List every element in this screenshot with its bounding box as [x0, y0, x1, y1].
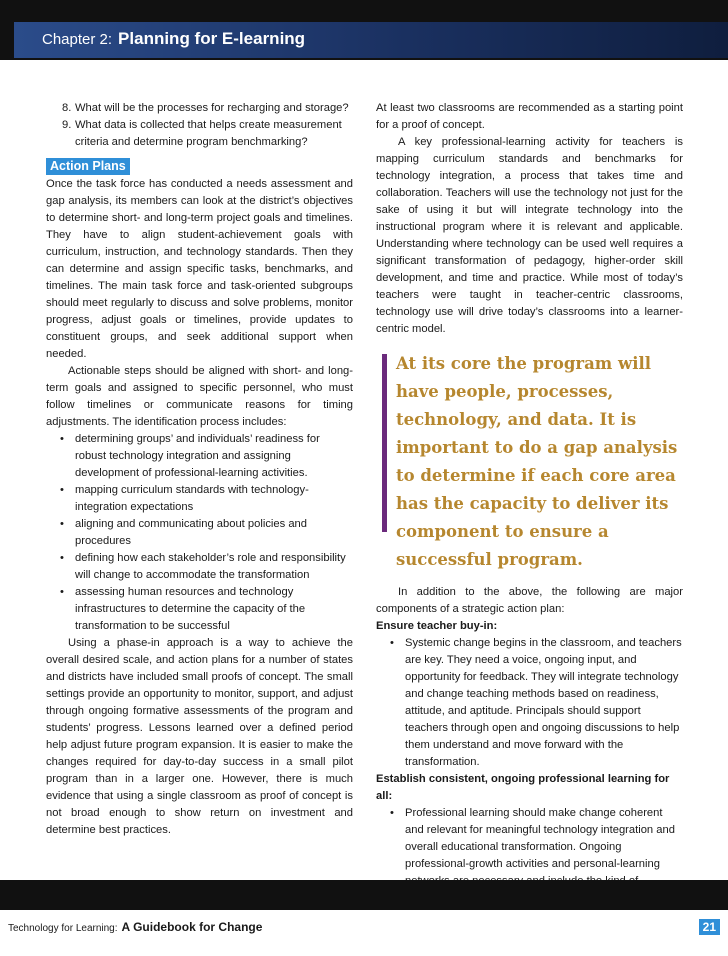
- list-item: [60, 584, 353, 635]
- list-item-text: determining groups’ and individuals’ readiness for robust technology integration and assigning development of professional-learning activities.: [75, 433, 320, 479]
- identification-process-list: [46, 431, 353, 635]
- list-item-text: aligning and communicating about policies and procedures: [75, 518, 307, 547]
- list-item: [390, 635, 683, 771]
- action-plans-heading: Action Plans: [46, 158, 130, 175]
- list-item-text: Systemic change begins in the classroom, and teachers are key. They need a voice, ongoing input, and opportunity for feedback. They will integrate technology and change teaching methods based on readiness, attitude, and aptitude. Principals should support teachers through open and ongoing discussions to help them understand and move forward with the transformation.: [405, 637, 682, 768]
- list-item: [60, 482, 353, 516]
- strategic-plan-paragraph: In addition to the above, the following are major components of a strategic action plan:: [376, 586, 683, 615]
- bullet-icon: •: [390, 807, 394, 819]
- action-plans-paragraph-1: Once the task force has conducted a needs assessment and gap analysis, its members can look at the district’s objectives to determine short- and long-term project goals and timelines. They have to align student-achievement goals with curriculum, instruction, and technology standards. Then they can determine and assign specific tasks, benchmarks, and timelines. The main task force and task-oriented subgroups should meet regularly to discuss and solve problems, monitor progress, adjust goals or timelines, provide updates to constituent groups, and seek additional support when needed.: [46, 178, 353, 360]
- bullet-icon: •: [60, 518, 64, 530]
- bullet-icon: •: [60, 484, 64, 496]
- item-text: What data is collected that helps create measurement criteria and determine program benchmarking?: [75, 119, 342, 148]
- bullet-icon: •: [60, 552, 64, 564]
- proof-of-concept-paragraph: At least two classrooms are recommended as a starting point for a proof of concept.: [376, 102, 683, 131]
- question-item-9: [62, 117, 353, 151]
- list-item-text: assessing human resources and technology infrastructures to determine the capacity of the transformation to be successful: [75, 586, 306, 632]
- item-number: 9.: [62, 119, 72, 131]
- page-number: 21: [699, 919, 720, 935]
- teacher-buy-in-list: [376, 635, 683, 771]
- action-plans-paragraph-2: Actionable steps should be aligned with short- and long-term goals and assigned to specific personnel, who must follow timelines or communicate reasons for timing adjustments. The identification process includes:: [46, 365, 353, 428]
- book-title: [8, 920, 262, 934]
- pull-quote-bar: [382, 354, 387, 532]
- chapter-name: Planning for E-learning: [118, 29, 306, 48]
- chapter-header-bar: [0, 0, 728, 60]
- list-item: [60, 516, 353, 550]
- list-item: [60, 550, 353, 584]
- bullet-icon: •: [60, 586, 64, 598]
- list-item: [60, 431, 353, 482]
- list-item-text: defining how each stakeholder’s role and responsibility will change to accommodate the transformation: [75, 552, 346, 581]
- professional-learning-heading: Establish consistent, ongoing professional learning for all:: [376, 773, 670, 802]
- page-footer: [0, 910, 728, 956]
- numbered-question-list: [46, 100, 353, 151]
- bullet-icon: •: [390, 637, 394, 649]
- pull-quote-text: At its core the program will have people, processes, technology, and data. It is important to do a gap analysis to determine if each core area has the capacity to deliver its component to ensure a successful program.: [396, 354, 678, 569]
- left-column: [46, 100, 353, 839]
- chapter-title: [42, 29, 305, 49]
- question-item-8: [62, 100, 353, 117]
- item-number: 8.: [62, 102, 72, 114]
- list-item-text: Professional learning should make change coherent and relevant for meaningful technology integration and overall educational transformation. Ongoing professional-growth activities and personal-learning: [405, 807, 675, 870]
- right-column: [376, 100, 683, 907]
- phase-in-paragraph: Using a phase-in approach is a way to achieve the overall desired scale, and action plans for a number of states and districts have included small proofs of concept. The small settings provide an opportunity to monitor, support, and adjust through ongoing formative assessments of the program and students’ progress. Lessons learned over a defined period help adjust future program expansion. It is easier to make the changes required for day-to-day success in a small pilot program than in a larger one. However, there is much evidence that using a single classroom as proof of concept is not broad enough to show return on investment and determine best practices.: [46, 637, 353, 836]
- item-text: What will be the processes for recharging and storage?: [75, 102, 349, 114]
- book-title-main: A Guidebook for Change: [121, 920, 263, 934]
- book-title-prefix: Technology for Learning:: [8, 923, 118, 934]
- pull-quote: [376, 350, 683, 574]
- list-item-text: mapping curriculum standards with technology-integration expectations: [75, 484, 309, 513]
- teacher-buy-in-heading: Ensure teacher buy-in:: [376, 620, 498, 632]
- footer-divider-bar: [0, 880, 728, 910]
- chapter-label: Chapter 2:: [42, 31, 113, 48]
- mapping-curriculum-paragraph: A key professional-learning activity for teachers is mapping curriculum standards and benchmarks for technology integration, a process that takes time and collaboration. Teachers will use the technology not just for the sake of using it but will integrate technology into the instructional program where it is relevant and applicable. Understanding where technology can be used well requires a significant transformation of pedagogy, higher-order skill development, and time and practice. While most of today’s teachers were taught in teacher-centric classrooms, technology use will drive today’s classrooms into a learner-centric model.: [376, 136, 683, 335]
- bullet-icon: •: [60, 433, 64, 445]
